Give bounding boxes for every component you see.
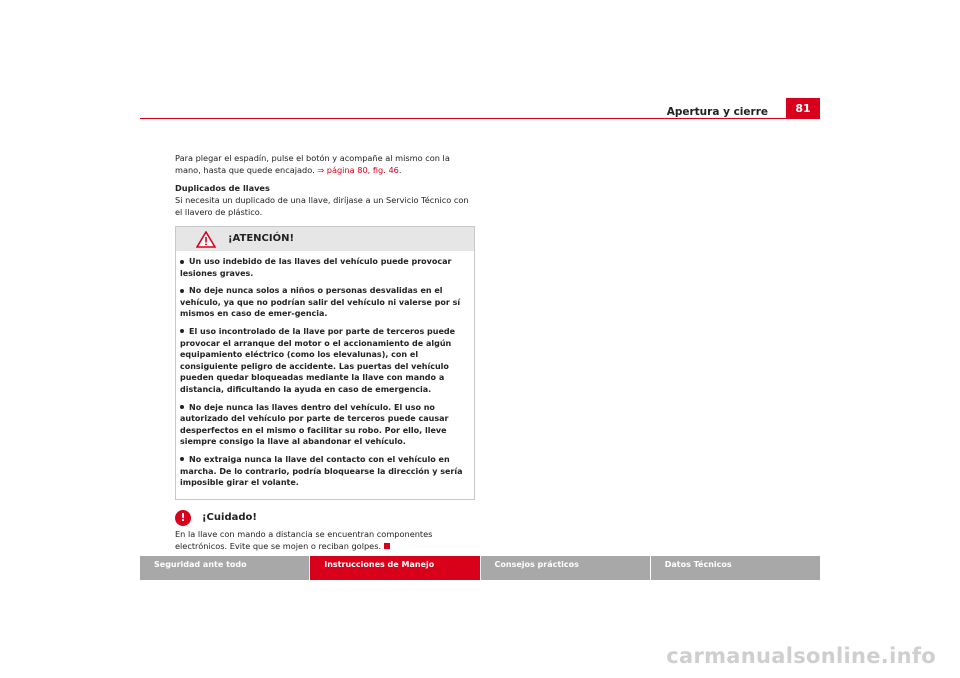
caution-header: [175, 510, 475, 526]
header-title: Apertura y cierre: [666, 106, 768, 118]
warning-triangle-icon: [196, 231, 216, 248]
warning-box: [175, 226, 475, 500]
caution-paragraph: [175, 528, 475, 552]
warning-item: [180, 402, 471, 448]
tab-datos[interactable]: Datos Técnicos: [651, 556, 820, 580]
warning-item: [180, 326, 471, 396]
tab-instrucciones[interactable]: Instrucciones de Manejo: [310, 556, 480, 580]
page-reference-link[interactable]: ⇒ página 80, fig. 46: [317, 165, 399, 175]
duplicates-paragraph: Si necesita un duplicado de una llave, diríjase a un Servicio Técnico con el llavero de plástico.: [175, 195, 469, 217]
bullet-icon: [180, 457, 184, 461]
header-rule: [140, 118, 820, 119]
warning-title: ¡ATENCIÓN!: [228, 233, 295, 244]
caution-title: ¡Cuidado!: [202, 511, 257, 523]
exclamation-circle-icon: !: [175, 510, 191, 526]
caution-text: En la llave con mando a distancia se encuentran componentes electrónicos. Evite que se mojen o reciban golpes.: [175, 528, 433, 551]
warning-item: [180, 256, 471, 279]
warning-item-text: El uso incontrolado de la llave por parte de terceros puede provocar el arranque del motor o el accionamiento de algún equipamiento eléctrico (como los elevalunas), con el consiguiente peligro de accidente. Las puertas del vehículo pueden quedar bloqueadas mediante la llave con mando a distancia, dificultando la ayuda en caso de emergencia.: [180, 326, 456, 394]
caution-section: [175, 510, 475, 552]
intro-suffix: .: [398, 165, 402, 175]
warning-header: [176, 227, 474, 251]
footer-nav: [140, 556, 820, 580]
bullet-icon: [180, 260, 184, 264]
warning-item-text: No deje nunca las llaves dentro del vehículo. El uso no autorizado del vehículo por parte de terceros puede causar desperfectos en el mismo o facilitar su robo. Por ello, lleve siempre consigo la llave al abandonar el vehículo.: [180, 402, 449, 447]
subheading-duplicates: Duplicados de llaves: [175, 183, 270, 193]
warning-item-text: Un uso indebido de las llaves del vehículo puede provocar lesiones graves.: [180, 257, 452, 278]
intro-paragraph: [175, 152, 475, 176]
warning-item-text: No extraiga nunca la llave del contacto con el vehículo en marcha. De lo contrario, podría bloquearse la dirección y sería imposible girar el volante.: [180, 454, 463, 488]
content-column: [175, 152, 475, 552]
tab-consejos[interactable]: Consejos prácticos: [481, 556, 651, 580]
end-square-icon: [384, 543, 390, 549]
tab-seguridad[interactable]: Seguridad ante todo: [140, 556, 310, 580]
bullet-icon: [180, 289, 184, 293]
warning-body: [176, 251, 474, 499]
warning-item: [180, 285, 471, 320]
page-number-badge: 81: [786, 98, 820, 119]
warning-item-text: No deje nunca solos a niños o personas desvalidas en el vehículo, ya que no podrían salir del vehículo ni valerse por sí mismos en caso de emer-gencia.: [180, 286, 461, 319]
bullet-icon: [180, 405, 184, 409]
watermark: carmanualsonline.info: [666, 644, 936, 668]
bullet-icon: [180, 329, 184, 333]
intro-text: Para plegar el espadín, pulse el botón y acompañe al mismo con la mano, hasta que quede encajado.: [175, 153, 450, 175]
warning-item: [180, 454, 471, 489]
